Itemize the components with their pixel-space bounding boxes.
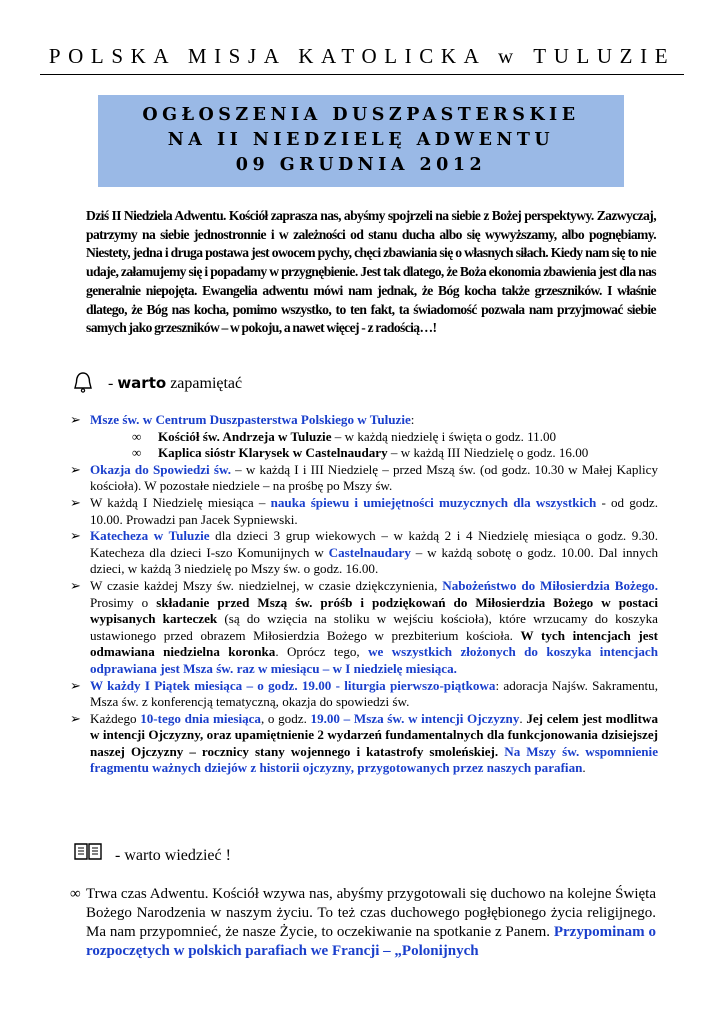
banner-line-1: OGŁOSZENIA DUSZPASTERSKIE: [142, 105, 580, 125]
announcement-banner: [98, 95, 624, 187]
arrow-bullet-icon: ➢: [70, 677, 81, 693]
arrow-bullet-icon: ➢: [70, 710, 81, 726]
list-item-catechesis: ➢ Katecheza w Tuluzie dla dzieci 3 grup wiekowych – w każdą 2 i 4 Niedzielę miesiąca o godz. 9.30. Katecheza dla dzieci I-szo Komunijnych w Castelnaudary – w każdą sobotę o godz. 10.00. Dal innych dzieci, w każdą 3 niedzielę po Mszy św. o godz. 16.00.: [70, 528, 659, 577]
banner-line-3: 09 GRUDNIA 2012: [235, 155, 487, 175]
arrow-bullet-icon: ➢: [70, 528, 81, 544]
list-item-singing: ➢ W każdą I Niedzielę miesiąca – nauka śpiewu i umiejętności muzycznych dla wszystkich - od godz. 10.00. Prowadzi pan Jacek Sypniewski.: [70, 494, 658, 527]
section-remember-heading: - warto zapamiętać: [108, 374, 243, 392]
advent-paragraph: ∞ Trwa czas Adwentu. Kościół wzywa nas, abyśmy przygotowali się duchowo na kolejne Święta Bożego Narodzenia w naszym życiu. To też czas duchowego pogłębionego życia religijnego. Ma nam przypomnieć, że nasze Życie, to oczekiwanie na spotkanie z Panem. Przypominam o rozpoczętych w polskich parafiach we Francji – „Polonijnych: [70, 886, 656, 959]
infinity-bullet-icon: ∞: [70, 886, 81, 902]
announcement-list: [70, 412, 658, 777]
list-item-confession: ➢ Okazja do Spowiedzi św. – w każdą I i III Niedzielę – przed Mszą św. (od godz. 10.30 w Małej Kaplicy kościoła). W pozostałe niedziele – na prośbę po Mszy św.: [70, 461, 659, 494]
arrow-bullet-icon: ➢: [70, 494, 81, 510]
arrow-bullet-icon: ➢: [70, 461, 81, 477]
title-rule: [40, 74, 684, 75]
arrow-bullet-icon: ➢: [70, 412, 81, 427]
infinity-bullet-icon: ∞: [132, 428, 142, 444]
mission-title: POLSKA MISJA KATOLICKA w TULUZIE: [48, 44, 676, 68]
list-item-divine-mercy: ➢ W czasie każdej Mszy św. niedzielnej, w czasie dziękczynienia, Nabożeństwo do Miłosierdzia Bożego. Prosimy o składanie przed Mszą św. próśb i podziękowań do Miłosierdzia Bożego w postaci wypisanych karteczek (są do wzięcia na stoliku w wejściu kościoła), które wrzucamy do koszyka ustawionego przed obrazem Miłosierdzia Bożego w prezbiterium kościoła. W tych intencjach jest odmawiana niedzielna koronka. Oprócz tego, we wszystkich złożonych do koszyka intencjach odprawiana jest Msza św. raz w miesiącu – w I niedzielę miesiąca.: [70, 577, 659, 676]
book-icon: [73, 840, 103, 862]
list-item-masses: ➢ Msze św. w Centrum Duszpasterstwa Polskiego w Tuluzie:: [70, 412, 415, 427]
list-item-first-friday: ➢ W każdy I Piątek miesiąca – o godz. 19.00 - liturgia pierwszo-piątkowa: adoracja Najśw. Sakramentu, Msza św. z konferencją tematyczną, okazja do spowiedzi św.: [70, 677, 659, 710]
intro-paragraph: Dziś II Niedziela Adwentu. Kościół zaprasza nas, abyśmy spojrzeli na siebie z Bożej perspektywy. Zazwyczaj, patrzymy na siebie jednostronnie i w zależności od stanu ducha albo się wywyższamy, albo pognębiamy. Niestety, jedna i druga postawa jest owocem pychy, chęci zbawiania się o własnych siłach. Kiedy nam się to nie udaje, załamujemy się i popadamy w przygnębienie. Jest tak dlatego, że Boża ekonomia zbawienia jest dla nas generalnie niepojęta. Ewangelia adwentu mówi nam jednak, że Bóg kocha także grzeszników. I właśnie dlatego, że Bóg nas kocha, pomimo wszystko, to ten fakt, ta świadomość pozwala nam przyjmować siebie samych jako grzeszników – w pokoju, a nawet więcej - z radością…!: [86, 208, 656, 336]
banner-line-2: NA II NIEDZIELĘ ADWENTU: [167, 130, 555, 150]
bell-icon: [73, 371, 93, 393]
section-know-heading: - warto wiedzieć !: [115, 847, 231, 864]
arrow-bullet-icon: ➢: [70, 577, 81, 593]
list-item-homeland-mass: ➢ Każdego 10-tego dnia miesiąca, o godz. 19.00 – Msza św. w intencji Ojczyzny. Jej celem jest modlitwa w intencji Ojczyzny, oraz upamiętnienie 2 wydarzeń fundamentalnych dla funkcjonowania dzisiejszej naszej Ojczyzny – rocznicy stany wojennego i katastrofy smoleńskiej. Na Mszy św. wspomnienie fragmentu ważnych dziejów z historii ojczyzny, przygotowanych przez naszych parafian.: [70, 710, 659, 776]
sub-item-klaryski: ∞ Kaplica sióstr Klarysek w Castelnaudary – w każdą III Niedzielę o godz. 16.00: [132, 445, 589, 461]
sub-item-andrzej: ∞ Kościół św. Andrzeja w Tuluzie – w każdą niedzielę i święta o godz. 11.00: [132, 428, 557, 444]
infinity-bullet-icon: ∞: [132, 445, 142, 461]
